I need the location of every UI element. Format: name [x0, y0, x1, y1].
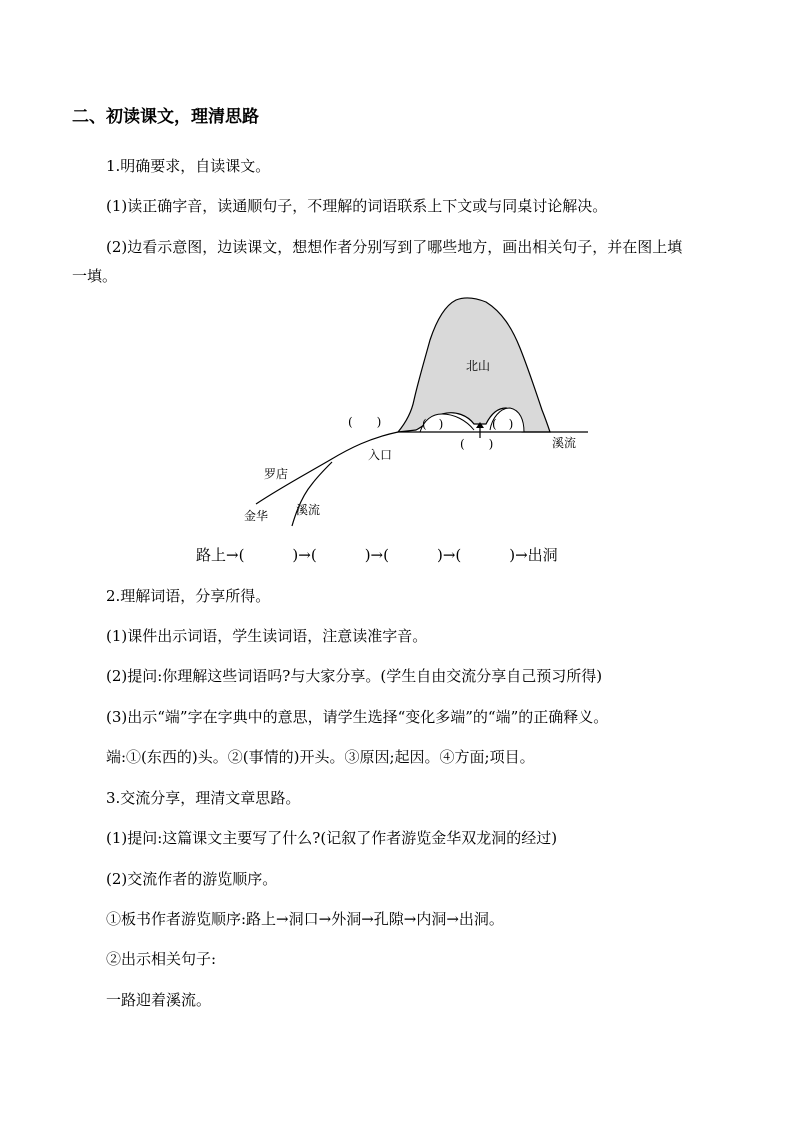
item-2-definition: 端:①(东西的)头。②(事情的)开头。③原因;起因。④方面;项目。 — [106, 748, 535, 766]
stream-label-right: 溪流 — [552, 436, 577, 450]
item-1-sub-2-line1: (2)边看示意图，边读课文，想想作者分别写到了哪些地方，画出相关句子，并在图上填 — [106, 238, 683, 256]
section-heading: 二、初读课文，理清思路 — [72, 107, 259, 127]
cave-route-diagram — [230, 292, 590, 532]
route-mid-2: )→( — [364, 546, 389, 564]
route-mid-1: )→( — [292, 546, 317, 564]
item-1-sub-2-line2: 一填。 — [72, 267, 118, 285]
route-mid-3: )→( — [436, 546, 462, 564]
mountain-label: 北山 — [466, 359, 491, 373]
item-3-board: ①板书作者游览顺序:路上→洞口→外洞→孔隙→内洞→出洞。 — [106, 910, 504, 928]
blank-cave-right: ( ) — [492, 417, 514, 431]
item-3-sentence: 一路迎着溪流。 — [106, 991, 212, 1009]
blank-upper-left: ( ) — [348, 415, 382, 429]
item-1-title: 1.明确要求，自读课文。 — [106, 157, 271, 175]
item-3-title: 3.交流分享，理清文章思路。 — [106, 789, 301, 807]
route-fill-line — [196, 545, 558, 565]
item-3-show-sentences: ②出示相关句子: — [106, 950, 217, 968]
route-end: )→出洞 — [509, 546, 558, 564]
blank-cave-left: ( ) — [422, 417, 444, 431]
item-2-sub-1: (1)课件出示词语，学生读词语，注意读准字音。 — [106, 627, 428, 645]
item-1-sub-1: (1)读正确字音，读通顺句子，不理解的词语联系上下文或与同桌讨论解决。 — [106, 197, 608, 215]
item-2-title: 2.理解词语，分享所得。 — [106, 587, 271, 605]
blank-below-ground: ( ) — [460, 437, 494, 451]
luodian-label: 罗店 — [264, 467, 289, 481]
jinhua-label: 金华 — [244, 509, 269, 523]
entrance-label: 入口 — [368, 448, 393, 462]
stream-label-left: 溪流 — [296, 503, 321, 517]
item-2-sub-3: (3)出示“端”字在字典中的意思，请学生选择“变化多端”的“端”的正确释义。 — [106, 708, 609, 726]
route-start: 路上→( — [196, 546, 245, 564]
item-2-sub-2: (2)提问:你理解这些词语吗?与大家分享。(学生自由交流分享自己预习所得) — [106, 667, 603, 685]
item-3-sub-2: (2)交流作者的游览顺序。 — [106, 870, 278, 888]
item-3-sub-1: (1)提问:这篇课文主要写了什么?(记叙了作者游览金华双龙洞的经过) — [106, 829, 558, 847]
